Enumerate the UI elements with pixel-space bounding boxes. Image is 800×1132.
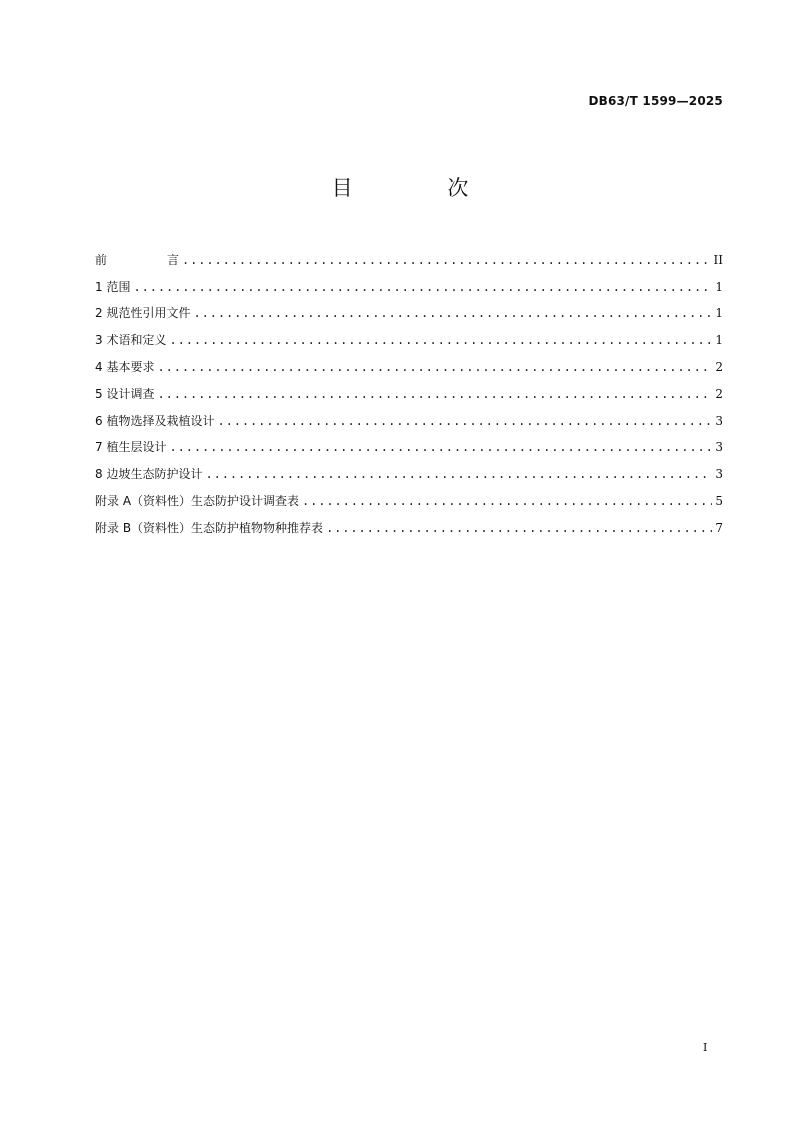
toc-entry-vegetation-layer[interactable] (95, 429, 723, 456)
toc-entry-plant-selection[interactable] (95, 402, 723, 429)
toc-leader-dots (182, 253, 710, 268)
toc-entry-page: 1 (715, 333, 723, 348)
toc-leader-dots (193, 306, 712, 321)
toc-entry-label: 附录 B（资料性）生态防护植物物种推荐表 (95, 520, 324, 535)
toc-entry-page: II (713, 252, 723, 267)
toc-entry-label-part: 前 (95, 252, 108, 267)
toc-entry-normative-references[interactable] (95, 295, 723, 322)
toc-leader-dots (169, 333, 712, 348)
toc-entry-label (95, 253, 179, 268)
toc-leader-dots (157, 360, 712, 375)
toc-entry-label: 2 规范性引用文件 (95, 306, 191, 321)
toc-entry-slope-protection[interactable] (95, 455, 723, 482)
toc-entry-page: 1 (715, 306, 723, 321)
toc-entry-page: 1 (715, 279, 723, 294)
page-number: I (703, 1041, 708, 1054)
toc-leader-dots (217, 414, 712, 429)
toc-entry-label: 8 边坡生态防护设计 (95, 467, 203, 482)
toc-entry-page: 3 (715, 413, 723, 428)
toc-leader-dots (205, 467, 712, 482)
table-of-contents (95, 241, 723, 536)
toc-leader-dots (133, 280, 712, 295)
toc-leader-dots (326, 521, 712, 536)
toc-entry-label: 1 范围 (95, 279, 131, 294)
toc-leader-dots (157, 387, 712, 402)
toc-entry-page: 3 (715, 440, 723, 455)
toc-entry-terms-definitions[interactable] (95, 321, 723, 348)
toc-entry-page: 2 (715, 386, 723, 401)
toc-entry-label: 3 术语和定义 (95, 333, 167, 348)
toc-entry-scope[interactable] (95, 268, 723, 295)
toc-entry-basic-requirements[interactable] (95, 348, 723, 375)
page-title: 目 次 (331, 176, 513, 200)
toc-entry-appendix-a[interactable] (95, 482, 723, 509)
toc-entry-label: 附录 A（资料性）生态防护设计调查表 (95, 493, 300, 508)
document-code: DB63/T 1599—2025 (588, 94, 723, 108)
toc-leader-dots (302, 494, 712, 509)
toc-entry-label: 4 基本要求 (95, 359, 155, 374)
toc-entry-page: 2 (715, 359, 723, 374)
toc-entry-design-survey[interactable] (95, 375, 723, 402)
toc-entry-label: 7 植生层设计 (95, 440, 167, 455)
toc-entry-label: 5 设计调查 (95, 386, 155, 401)
toc-leader-dots (169, 440, 712, 455)
toc-entry-label-part: 言 (167, 252, 180, 267)
toc-entry-appendix-b[interactable] (95, 509, 723, 536)
toc-entry-page: 5 (715, 493, 723, 508)
toc-entry-foreword[interactable] (95, 241, 723, 268)
toc-entry-page: 3 (715, 467, 723, 482)
toc-entry-label: 6 植物选择及栽植设计 (95, 413, 215, 428)
toc-entry-page: 7 (715, 520, 723, 535)
